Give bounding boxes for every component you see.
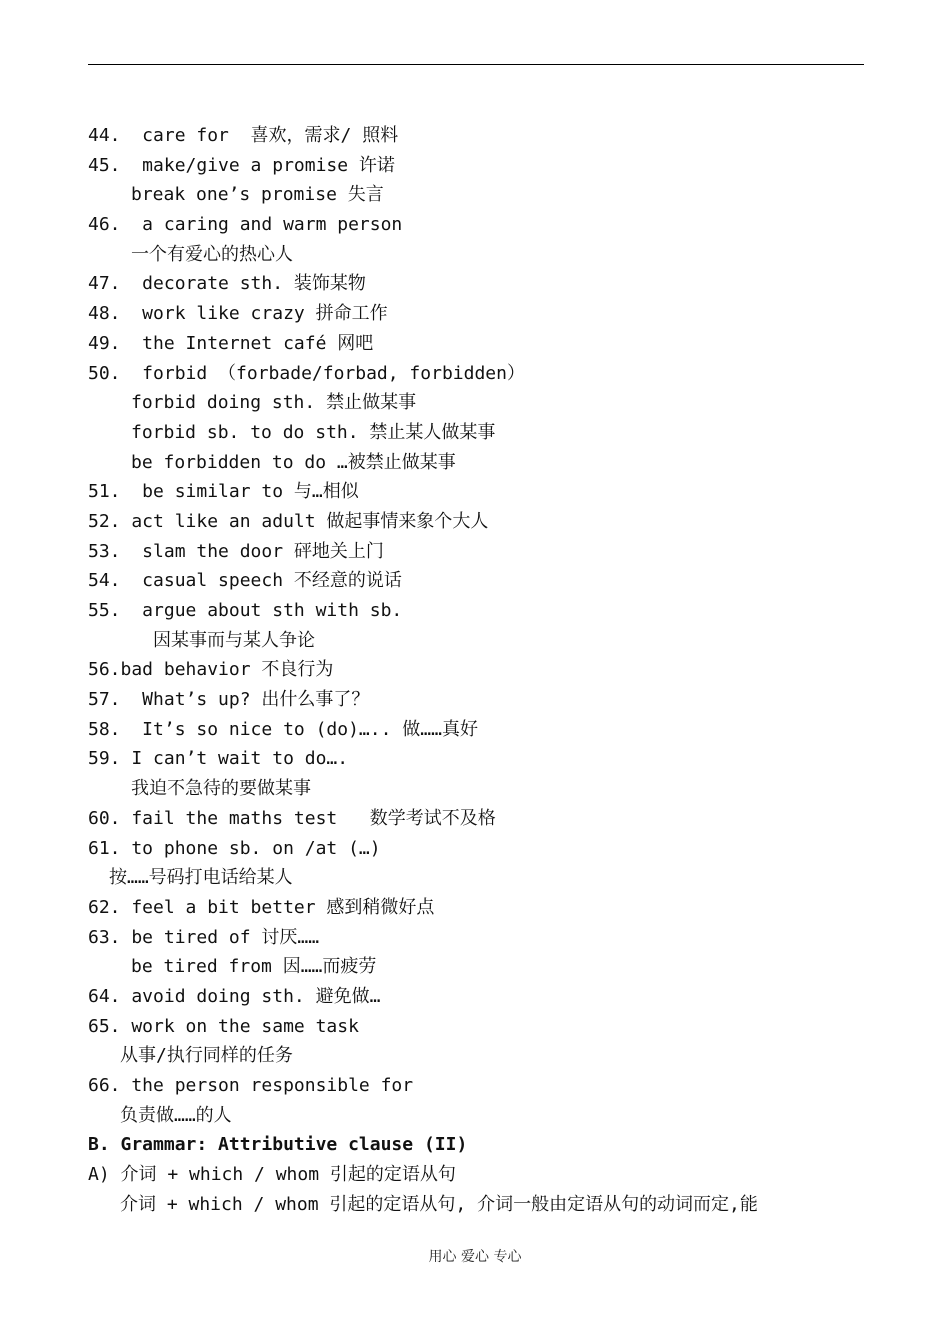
line-text: 负责做……的人 — [120, 1104, 232, 1126]
document-line — [0, 507, 950, 537]
document-line — [0, 1190, 950, 1220]
document-line — [0, 804, 950, 834]
line-text: 53. slam the door 砰地关上门 — [88, 540, 384, 562]
line-text: 66. the person responsible for — [88, 1075, 414, 1096]
document-line — [0, 210, 950, 240]
document-line — [0, 626, 950, 656]
document-line — [0, 1041, 950, 1071]
document-line — [0, 1160, 950, 1190]
document-line — [0, 655, 950, 685]
document-line — [0, 329, 950, 359]
line-text: 按……号码打电话给某人 — [109, 867, 293, 889]
document-line — [0, 240, 950, 270]
document-line — [0, 834, 950, 864]
line-text: 56.bad behavior 不良行为 — [88, 659, 334, 681]
page-footer: 用心 爱心 专心 — [428, 1249, 522, 1265]
line-text: 从事/执行同样的任务 — [120, 1045, 293, 1067]
document-line — [0, 715, 950, 745]
line-text: be forbidden to do …被禁止做某事 — [131, 451, 456, 473]
line-text: 因某事而与某人争论 — [153, 629, 315, 651]
document-line — [0, 1071, 950, 1101]
vocabulary-list — [0, 121, 950, 1219]
document-line — [0, 151, 950, 181]
line-text: forbid sb. to do sth. 禁止某人做某事 — [131, 421, 496, 443]
line-text: 59. I can’t wait to do…. — [88, 748, 349, 770]
line-text: 65. work on the same task — [88, 1015, 359, 1037]
line-text: 46. a caring and warm person — [88, 214, 403, 236]
line-text: 57. What’s up? 出什么事了？ — [88, 689, 370, 711]
document-line — [0, 863, 950, 893]
document-line — [0, 269, 950, 299]
line-text: 45. make/give a promise 许诺 — [88, 154, 395, 176]
line-text: 我迫不急待的要做某事 — [131, 778, 311, 800]
line-text: 50. forbid （forbade/forbad, forbidden） — [88, 362, 525, 384]
document-line — [0, 774, 950, 804]
document-line — [0, 299, 950, 329]
line-text: B. Grammar: Attributive clause (II) — [88, 1134, 468, 1156]
document-line — [0, 893, 950, 923]
line-text: 60. fail the maths test 数学考试不及格 — [88, 807, 496, 829]
line-text: A) 介词 + which / whom 引起的定语从句 — [88, 1164, 456, 1186]
line-text: 61. to phone sb. on /at (…) — [88, 837, 381, 859]
document-line — [0, 1012, 950, 1042]
line-text: 55. argue about sth with sb. — [88, 600, 403, 621]
line-text: 48. work like crazy 拼命工作 — [88, 303, 388, 325]
document-line — [0, 685, 950, 715]
document-line — [0, 359, 950, 389]
line-text: 62. feel a bit better 感到稍微好点 — [88, 896, 435, 918]
line-text: 一个有爱心的热心人 — [131, 243, 293, 265]
line-text: 49. the Internet café 网吧 — [88, 332, 374, 354]
document-line — [0, 418, 950, 448]
line-text: forbid doing sth. 禁止做某事 — [131, 392, 417, 414]
line-text: 54. casual speech 不经意的说话 — [88, 570, 402, 592]
line-text: be tired from 因……而疲劳 — [131, 956, 377, 978]
line-text: 44. care for 喜欢，需求/ 照料 — [88, 125, 399, 146]
document-line — [0, 744, 950, 774]
header-rule — [88, 64, 864, 65]
line-text: 63. be tired of 讨厌…… — [88, 926, 320, 948]
document-line — [0, 477, 950, 507]
document-line — [0, 448, 950, 478]
line-text: break one’s promise 失言 — [131, 184, 384, 206]
line-text: 介词 + which / whom 引起的定语从句, 介词一般由定语从句的动词而定,能 — [120, 1193, 758, 1215]
line-text: 64. avoid doing sth. 避免做… — [88, 985, 381, 1007]
document-line — [0, 952, 950, 982]
document-line — [0, 1130, 950, 1160]
document-line — [0, 923, 950, 953]
document-line — [0, 388, 950, 418]
document-line — [0, 1101, 950, 1131]
document-line — [0, 566, 950, 596]
document-line — [0, 982, 950, 1012]
document-line — [0, 180, 950, 210]
document-line — [0, 121, 950, 151]
line-text: 47. decorate sth. 装饰某物 — [88, 273, 366, 295]
document-line — [0, 596, 950, 626]
line-text: 58. It’s so nice to (do)….. 做……真好 — [88, 718, 478, 740]
document-line — [0, 537, 950, 567]
line-text: 51. be similar to 与…相似 — [88, 481, 359, 503]
line-text: 52. act like an adult 做起事情来象个大人 — [88, 510, 489, 532]
